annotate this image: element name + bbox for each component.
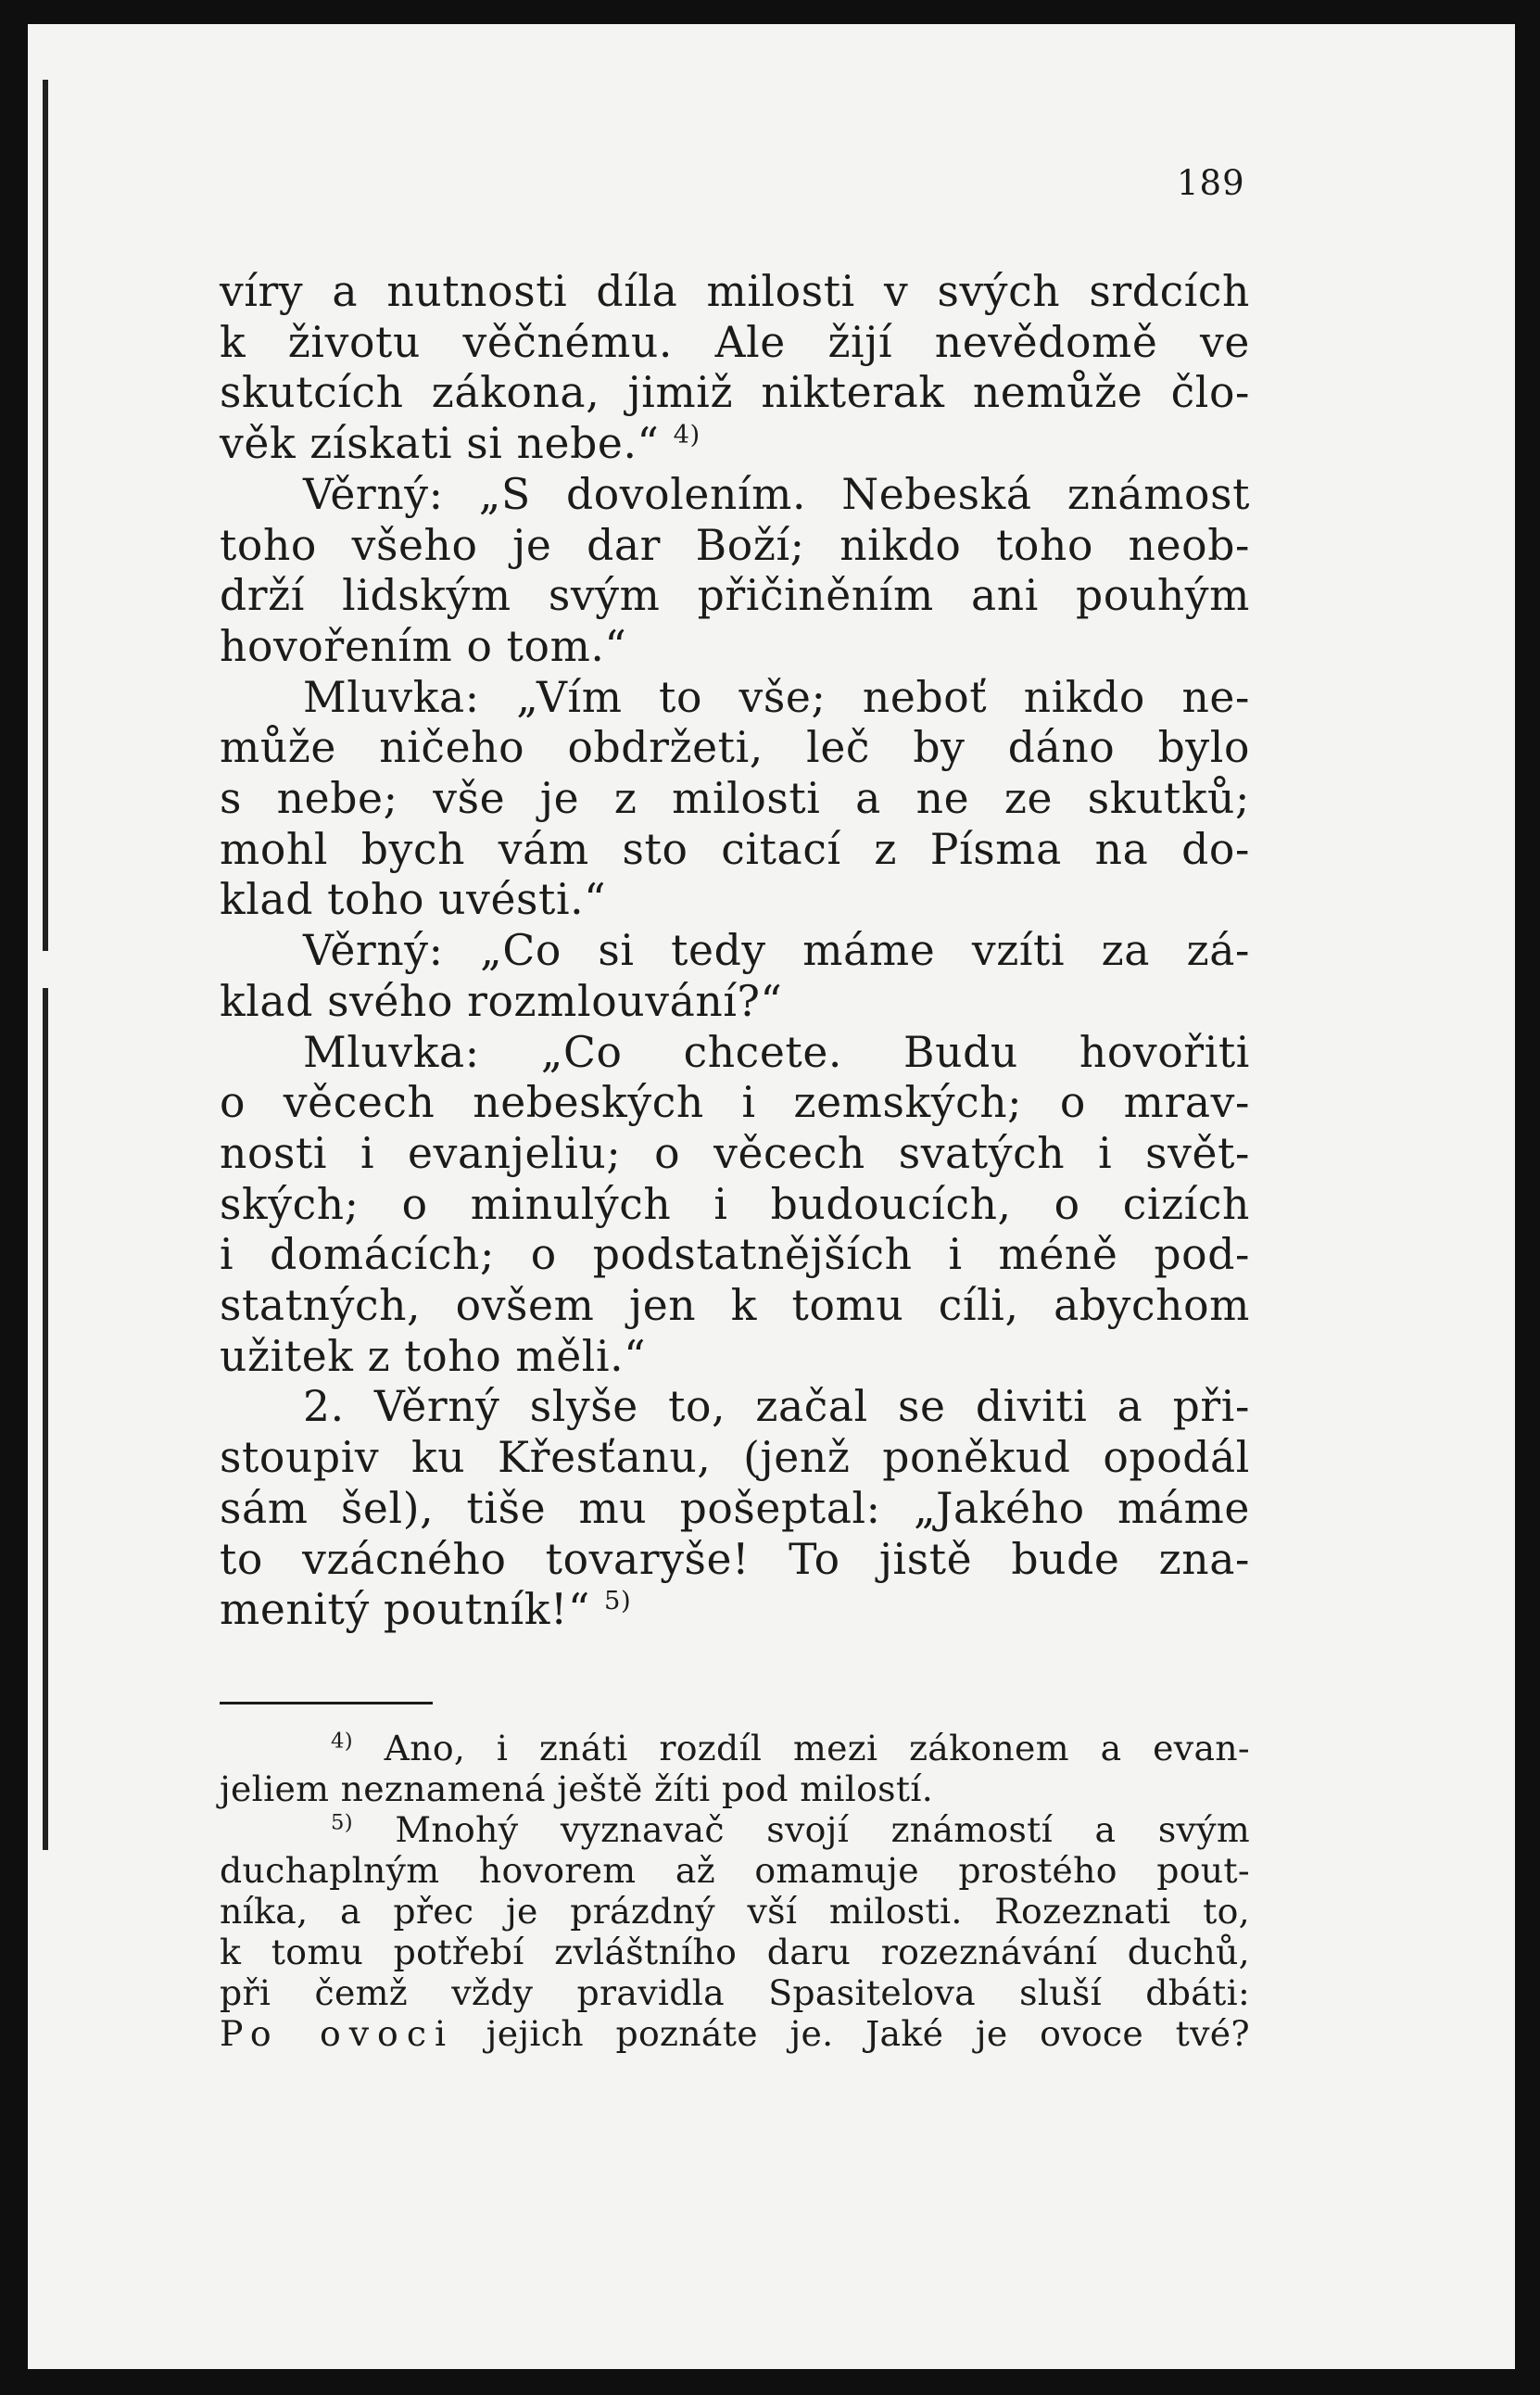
footnote-5-line: k tomu potřebí zvláštního daru rozeznávání duchů, [220, 1932, 1250, 1972]
text-line: 2. Věrný slyše to, začal se diviti a při- [303, 1382, 1250, 1432]
text-line: Věrný: „Co si tedy máme vzíti za zá- [303, 926, 1250, 976]
text-line: klad svého rozmlouvání?“ [220, 976, 783, 1026]
text-line: skutcích zákona, jimiž nikterak nemůže člo- [220, 368, 1250, 418]
text-line: nosti i evanjeliu; o věcech svatých i svět- [220, 1128, 1250, 1178]
spaced-emphasis: Po ovoci [220, 2013, 455, 2054]
text-line: menitý poutník!“ $^{5)}$ [220, 1585, 632, 1635]
text-line: víry a nutnosti díla milosti v svých srdcích [220, 267, 1250, 316]
binding-edge-line [43, 988, 48, 1850]
page-number: 189 [1177, 163, 1245, 203]
footnote-4-line: $^{4)}$ Ano, i znáti rozdíl mezi zákonem a evan- [331, 1728, 1250, 1768]
footnote-ref-4[interactable]: 4) [673, 420, 701, 450]
text-line: Mluvka: „Vím to vše; neboť nikdo ne- [303, 672, 1250, 722]
text-line: o věcech nebeských i zemských; o mrav- [220, 1078, 1250, 1128]
text-line: s nebe; vše je z milosti a ne ze skutků; [220, 774, 1250, 824]
text-line: sám šel), tiše mu pošeptal: „Jakého máme [220, 1483, 1250, 1533]
binding-edge-line [43, 80, 48, 951]
footnotes [220, 1728, 1250, 2054]
footnote-ref-5[interactable]: 5) [603, 1587, 632, 1616]
text-line: statných, ovšem jen k tomu cíli, abychom [220, 1281, 1250, 1331]
footnote-5-marker: 5) [331, 1810, 353, 1835]
text-line: drží lidským svým přičiněním ani pouhým [220, 571, 1250, 621]
text-line: to vzácného tovaryše! To jistě bude zna- [220, 1534, 1250, 1584]
book-page [28, 24, 1515, 2369]
text-line: toho všeho je dar Boží; nikdo toho neob- [220, 520, 1250, 570]
text-line: hovořením o tom.“ [220, 621, 627, 671]
text-line: Věrný: „S dovolením. Nebeská známost [303, 469, 1250, 519]
footnote-5-line: Po ovoci jejich poznáte je. Jaké je ovoce tvé? [220, 2013, 1250, 2054]
footnote-5-line: duchaplným hovorem až omamuje prostého pout- [220, 1850, 1250, 1891]
text-line: k životu věčnému. Ale žijí nevědomě ve [220, 317, 1250, 367]
footnote-4-marker: 4) [331, 1729, 353, 1754]
footnote-5-line: níka, a přec je prázdný vší milosti. Rozeznati to, [220, 1891, 1250, 1932]
footnote-5-line: $^{5)}$ Mnohý vyznavač svojí známostí a svým [331, 1809, 1250, 1850]
text-line: věk získati si nebe.“ $^{4)}$ [220, 419, 701, 469]
text-line: stoupiv ku Křesťanu, (jenž poněkud opodál [220, 1433, 1250, 1483]
text-line: i domácích; o podstatnějších i méně pod- [220, 1230, 1250, 1280]
body-text [220, 267, 1250, 1636]
footnote-separator [220, 1702, 433, 1704]
text-line: může ničeho obdržeti, leč by dáno bylo [220, 723, 1250, 773]
text-line: Mluvka: „Co chcete. Budu hovořiti [303, 1027, 1250, 1077]
text-line: ských; o minulých i budoucích, o cizích [220, 1179, 1250, 1229]
footnote-4-line: jeliem neznamená ještě žíti pod milostí. [220, 1768, 934, 1809]
footnote-5-line: při čemž vždy pravidla Spasitelova sluší dbáti: [220, 1972, 1250, 2013]
text-line: klad toho uvésti.“ [220, 875, 607, 925]
text-line: užitek z toho měli.“ [220, 1331, 647, 1381]
text-line: mohl bych vám sto citací z Písma na do- [220, 824, 1250, 874]
